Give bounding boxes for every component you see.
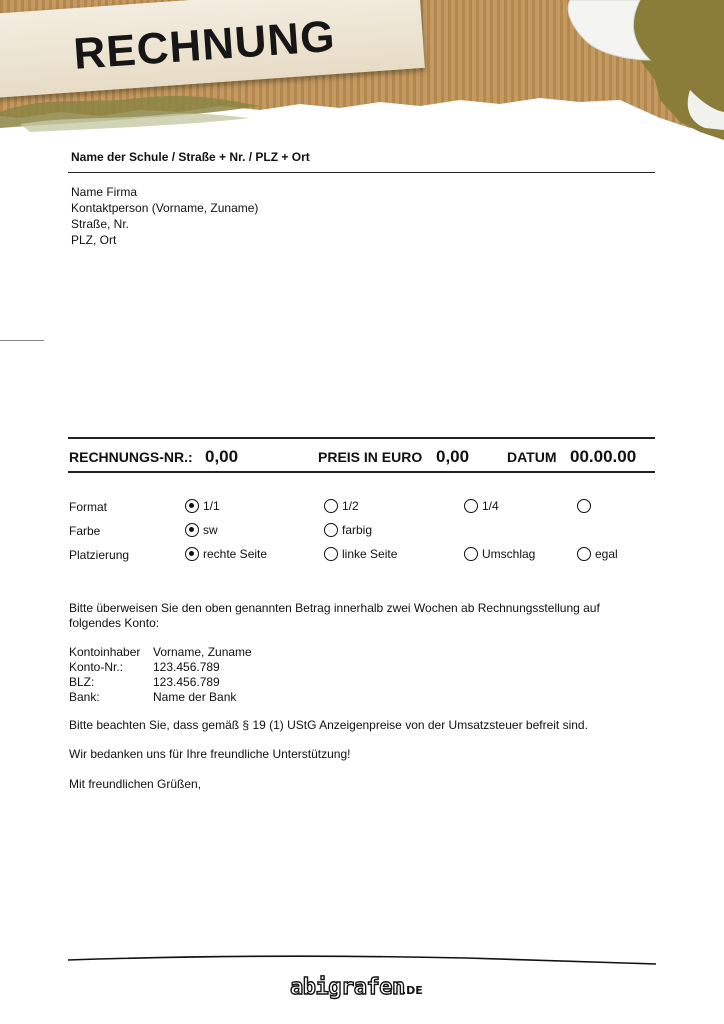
bank-account-value: 123.456.789 bbox=[153, 660, 220, 674]
placement-option-left[interactable]: linke Seite bbox=[324, 547, 397, 561]
radio-unchecked-icon bbox=[577, 499, 591, 513]
radio-checked-icon bbox=[185, 499, 199, 513]
format-option-1-4[interactable]: 1/4 bbox=[464, 499, 499, 513]
placement-option-cover[interactable]: Umschlag bbox=[464, 547, 535, 561]
radio-checked-icon bbox=[185, 547, 199, 561]
tax-note: Bitte beachten Sie, dass gemäß § 19 (1) UStG Anzeigenpreise von der Umsatzsteuer befreit sind. bbox=[69, 718, 588, 732]
bank-blz-value: 123.456.789 bbox=[153, 675, 220, 689]
placement-label: Platzierung bbox=[69, 548, 130, 562]
page-title: RECHNUNG bbox=[72, 11, 338, 79]
payment-request-text: Bitte überweisen Sie den oben genannten Betrag innerhalb zwei Wochen ab Rechnungsstellung auf folgendes Konto: bbox=[69, 601, 600, 630]
bank-holder-value: Vorname, Zuname bbox=[153, 645, 252, 659]
radio-unchecked-icon bbox=[324, 523, 338, 537]
divider bbox=[68, 471, 655, 473]
color-option-sw[interactable]: sw bbox=[185, 523, 218, 537]
recipient-city: PLZ, Ort bbox=[71, 233, 117, 247]
sender-address-line: Name der Schule / Straße + Nr. / PLZ + Ort bbox=[71, 150, 310, 164]
format-option-other[interactable] bbox=[577, 499, 595, 513]
invoice-number-label: RECHNUNGS-NR.: bbox=[69, 449, 193, 465]
date-value[interactable]: 00.00.00 bbox=[570, 447, 637, 466]
date-label: DATUM bbox=[507, 449, 557, 465]
divider bbox=[68, 172, 655, 173]
format-option-1-1[interactable]: 1/1 bbox=[185, 499, 220, 513]
color-option-farbig[interactable]: farbig bbox=[324, 523, 372, 537]
placement-option-any[interactable]: egal bbox=[577, 547, 618, 561]
radio-unchecked-icon bbox=[324, 547, 338, 561]
footer-brush-line bbox=[66, 950, 658, 970]
closing-text: Mit freundlichen Grüßen, bbox=[69, 777, 202, 791]
abigrafen-logo bbox=[290, 968, 430, 1004]
svg-text:abigrafen: abigrafen bbox=[290, 975, 405, 1000]
price-label: PREIS IN EURO bbox=[318, 449, 423, 465]
format-option-1-2[interactable]: 1/2 bbox=[324, 499, 359, 513]
bank-account-label: Konto-Nr.: bbox=[69, 660, 124, 674]
radio-unchecked-icon bbox=[464, 499, 478, 513]
fold-mark bbox=[0, 340, 44, 341]
svg-text:.DE: .DE bbox=[402, 984, 423, 997]
bank-name-label: Bank: bbox=[69, 690, 100, 704]
price-value[interactable]: 0,00 bbox=[436, 447, 470, 466]
radio-unchecked-icon bbox=[577, 547, 591, 561]
bank-blz-label: BLZ: bbox=[69, 675, 95, 689]
thanks-text: Wir bedanken uns für Ihre freundliche Unterstützung! bbox=[69, 747, 351, 761]
bank-holder-label: Kontoinhaber bbox=[69, 645, 141, 659]
bank-name-value: Name der Bank bbox=[153, 690, 237, 704]
radio-checked-icon bbox=[185, 523, 199, 537]
recipient-company: Name Firma bbox=[71, 185, 138, 199]
color-label: Farbe bbox=[69, 524, 101, 538]
recipient-contact: Kontaktperson (Vorname, Zuname) bbox=[71, 201, 259, 215]
radio-unchecked-icon bbox=[324, 499, 338, 513]
divider bbox=[68, 437, 655, 439]
recipient-street: Straße, Nr. bbox=[71, 217, 130, 231]
invoice-number-value[interactable]: 0,00 bbox=[205, 447, 239, 466]
format-label: Format bbox=[69, 500, 108, 514]
radio-unchecked-icon bbox=[464, 547, 478, 561]
placement-option-right[interactable]: rechte Seite bbox=[185, 547, 267, 561]
